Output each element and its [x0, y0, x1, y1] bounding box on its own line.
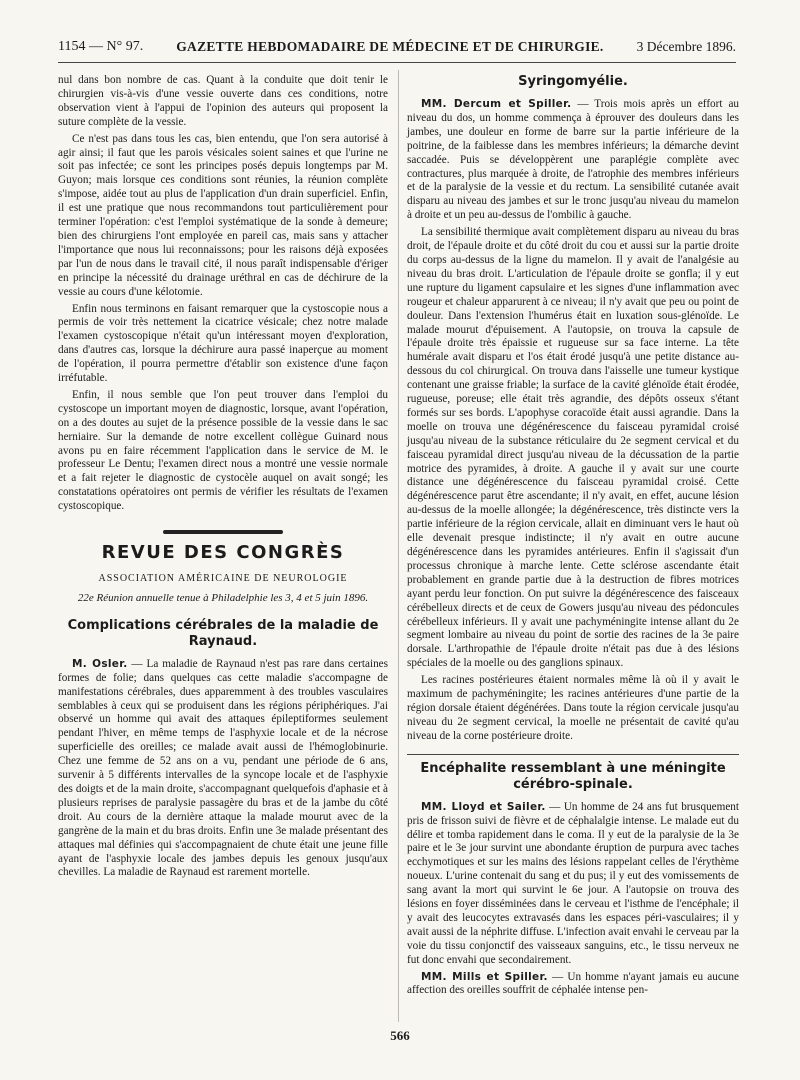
article-author: MM. Lloyd et Sailer.: [421, 800, 546, 813]
paragraph: Enfin, il nous semble que l'on peut trouver dans l'emploi du cystoscope un important moyen de diagnostic, lorsque, avant l'opération, on a des doutes au sujet de la présence possible de la vessie dans le sac herniaire. Sur la demande de notre excellent collègue Guinard nous avons pu en faire récemment l'application dans le service de M. le professeur Le Dentu; l'examen direct nous a montré une vessie normale et a fait rejeter le diagnostic de cystocèle auquel on avait songé; les constatations opératoires ont permis de vérifier les résultats de l'examen cystoscopique.: [58, 388, 388, 513]
paragraph: Enfin nous terminons en faisant remarquer que la cystoscopie nous a permis de voir très nettement la cicatrice vésicale; chez notre malade l'examen cystoscopique n'était qu'un intéressant moyen d'exploration, dans d'autres cas, lorsque la déchirure aura passé inaperçue au moment de l'opération, il pourra permettre d'établir son existence d'une façon irréfutable.: [58, 302, 388, 385]
paragraph: La sensibilité thermique avait complètement disparu au niveau du bras droit, de l'épaule droite et du côté droit du cou et aussi sur la partie droite du corps au-dessus de la ligne du mamelon. Il y avait de l'analgésie au niveau du bras droit. L'articulation de l'épaule droite se gonfla; il y eut une rupture du ligament capsulaire et les signes d'une inflammation avec rougeur et chaleur apparurent à ce niveau; il n'y avait que peu ou point de douleur. Dans l'extension l'humérus était en luxation sous-glénoïde. Le malade mourut d'épuisement. A l'autopsie, on trouva la capsule de l'épaule droite très épaissie et rugueuse sur sa face interne. La tête humérale avait disparu et l'os était érodé jusqu'à une petite distance au-dessous du col chirurgical. On trouva dans l'aisselle une tumeur kystique contenant une graisse friable; la surface de la cavité glénoïde était érodée, rugueuse, poreuse; elle était très agrandie, des dépôts osseux s'étant formés sur ses bords. L'apophyse coracoïde était aussi agrandie. Dans la moelle on trouva une dégénérescence du faisceau pyramidal croisé jusqu'au niveau de la substance réticulaire du 2e segment cervical et du faisceau pyramidal direct jusqu'au niveau de la décussation de la partie motrice des pyramides, à droite. A gauche il y avait sur une courte distance une dégénérescence du faisceau pyramidal croisé. Cette dégénérescence parut être ascendante; il n'y avait, en effet, aucune lésion au-dessus de la moelle allongée; la dégénérescence, très distincte vers la partie inférieure de la région cervicale, allait en diminuant vers le haut où elle devenait presque indistincte; il n'y avait en outre aucune dégénérescence dans les pyramides antérieures. Enfin il s'agissait d'un processus chronique à marche lente. Cette sclérose ascendante était probablement en grande partie due à la destruction de fibres motrices ayant perdu leur fonction. On put suivre la dégénérescence des faisceaux cérébelleux directs et de ceux de Gowers jusqu'au niveau des pédoncules cérébelleux inférieurs. Il y avait une pachyméningite intense allant du 2e segment lombaire au niveau du point de sortie des racines de la 3e paire dorsale. L'arthropathie de l'épaule droite n'était pas due à des lésions spéciales de la moelle ou des ganglions spinaux.: [407, 226, 739, 670]
section-ornament: [58, 530, 388, 534]
article-author: MM. Dercum et Spiller.: [421, 98, 572, 110]
article-body: [407, 971, 739, 999]
article-text: — Un homme n'ayant jamais eu aucune affection des oreilles souffrit de céphalée intense pen-: [407, 970, 739, 997]
paragraph: Les racines postérieures étaient normales même là où il y avait le maximum de pachyméningite; les racines antérieures d'une partie de la région dorsale étaient dégénérées. Dans toute la région cervicale jusqu'au niveau du 2e segment cervical, la moelle ne présentait de cavité qu'au niveau de la corne postérieure droite.: [407, 674, 739, 742]
article-title: Encéphalite ressemblant à une méningite cérébro-spinale.: [407, 754, 739, 793]
article-body: [407, 98, 739, 223]
running-header: [58, 32, 736, 63]
association-name: ASSOCIATION AMÉRICAINE DE NEUROLOGIE: [98, 573, 348, 584]
paragraph: Ce n'est pas dans tous les cas, bien entendu, que l'on sera autorisé à agir ainsi; il faut que les parois vésicales soient saines et que l'urine ne soit pas infectée; ce sont les principes posés depuis longtemps par M. Guyon; mais lorsque ces conditions sont réunies, la réunion complète s'impose, aidée tout au plus de l'application d'un drain superficiel. Enfin, il est une pratique que nous recommandons tout particulièrement pour terminer l'opération: c'est l'emploi systématique de la sonde à demeure; bien des chirurgiens l'ont employée en pareil cas, mais sans y attacher l'importance que nous lui reconnaissons; pour les raisons déjà exposées par l'un de nous dans le travail cité, il nous paraît indispensable d'ériger en principe la nécessité du drainage uréthral en cas de déchirure de la vessie au cours d'une kélotomie.: [58, 132, 388, 298]
article-title: Complications cérébrales de la maladie de Raynaud.: [67, 617, 379, 649]
article-text: — Un homme de 24 ans fut brusquement pris de frisson suivi de fièvre et de céphalalgie intense. Le malade eut du délire et tomba rapidement dans le coma. Il y eut de la paralysie de la 3e paire et le 3e jour survint une abondante éruption de purpura avec taches ecchymotiques et sur les mains des lésions rappelant celles de l'érythème noueux. L'urine contenait du sang et du pus; il y eut des vomissements de sang avant la mort qui survint le 6e jour. A l'autopsie on trouva des lésions en foyer disséminées dans le cerveau et l'isthme de l'encéphale; il y avait des leucocytes extravasés dans les espaces péri-vasculaires; il y avait aussi de la néphrite diffuse. L'infection avait envahi le cerveau par la voie du tissu conjonctif des vaisseaux sanguins, etc., le tissu nerveux ne fut donc envahi que secondairement.: [407, 800, 740, 966]
left-column: [58, 74, 388, 883]
section-title: REVUE DES CONGRÈS: [101, 542, 345, 564]
article-title: Syringomyélie.: [518, 74, 628, 89]
article-text: — La maladie de Raynaud n'est pas rare dans certaines formes de folie; dans quelques cas cette maladie s'accompagne de manifestations cérébrales, dues apparemment à des troubles vasculaires semblables à ceux qui se produisent dans les régions périphériques. J'ai observé un homme qui avait des attaques épileptiformes seulement pendant l'hiver, en même temps de l'asphyxie locale et de la nécrose superficielle des oreilles; ce malade avait aussi de l'hémoglobinurie. Chez une femme de 52 ans on a vu, pendant une période de 6 ans, survenir à 5 différents intervalles de la syncope locale et de l'asphyxie des doigts et de la main droite, s'accompagnant quelquefois d'aphasie et à plusieurs reprises de paralysie passagère du bras et de la jambe du côté droit. Au cours de la dernière attaque la malade mourut avec de la gangrène de la main et du bras droits. Enfin une 3e malade présentant des attaques mal définies qui s'accompagnaient de chute était une jeune fille ayant de l'asphyxie locale des jambes depuis les genoux jusqu'aux chevilles. La maladie de Raynaud est rarement mortelle.: [58, 657, 388, 879]
article-text: — Trois mois après un effort au niveau du dos, un homme commença à éprouver des douleurs dans les jambes, une douleur en forme de barre sur la partie inférieure de la poitrine, de la faiblesse dans les membres inférieurs; la démarche devint saccadée. Puis se développèrent une paraplégie complète avec contractures, plus marquée à droite, de l'atrophie des membres inférieurs et de la paralysie de la vessie et du rectum. La sensibilité cutanée avait disparu au niveau des jambes et sur le tronc jusqu'au niveau du mamelon à droite et un peu au-dessus de l'ombilic à gauche.: [407, 98, 739, 222]
article-body: [407, 801, 739, 968]
journal-title: GAZETTE HEBDOMADAIRE DE MÉDECINE ET DE CHIRURGIE.: [176, 39, 604, 54]
page-number: 566: [390, 1028, 410, 1043]
article-body: [58, 658, 388, 881]
issue-date: 3 Décembre 1896.: [636, 39, 736, 54]
column-rule: [398, 70, 399, 1022]
page-issue: 1154 — N° 97.: [58, 39, 144, 54]
article-author: MM. Mills et Spiller.: [421, 970, 548, 983]
right-column: [407, 74, 739, 1001]
meeting-line: 22e Réunion annuelle tenue à Philadelphie les 3, 4 et 5 juin 1896.: [77, 591, 369, 604]
article-author: M. Osler.: [72, 657, 128, 670]
paragraph: nul dans bon nombre de cas. Quant à la conduite que doit tenir le chirurgien vis-à-vis d'une vessie ouverte dans ces conditions, notre observation vient à l'appui de l'opinion des auteurs qui proposent la suture complète de la vessie.: [58, 74, 388, 128]
